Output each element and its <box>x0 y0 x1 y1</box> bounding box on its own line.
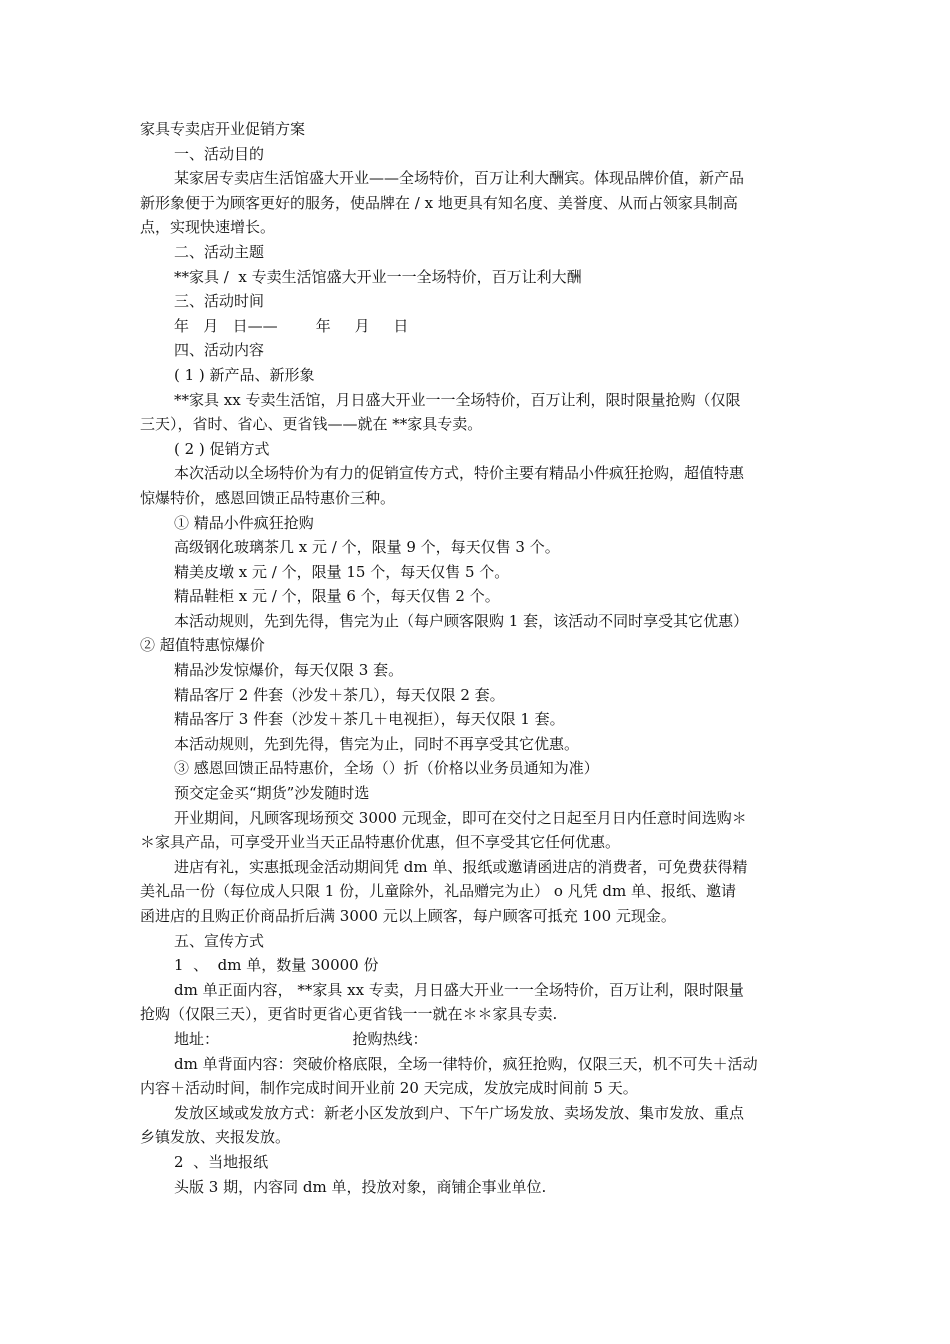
text-line: 地址： 抢购热线： <box>174 1029 428 1048</box>
text-line: 1 、 dm 单，数量 30000 份 <box>174 956 379 975</box>
text-line: 五、宣传方式 <box>174 931 265 950</box>
text-line: 内容＋活动时间，制作完成时间开业前 20 天完成，发放完成时间前 5 天。 <box>140 1079 638 1098</box>
text-line: 三天），省时、省心、更省钱——就在 **家具专卖。 <box>140 415 483 434</box>
text-line: 一、活动目的 <box>174 144 265 163</box>
text-line: 精品客厅 3 件套（沙发＋茶几＋电视拒），每天仅限 1 套。 <box>174 710 565 729</box>
text-line: **家具 xx 专卖生活馆，月日盛大开业一一全场特价，百万让利，限时限量抢购（仅限 <box>174 390 741 409</box>
text-line: 新形象便于为顾客更好的服务，使品牌在 / x 地更具有知名度、美誉度、从而占领家具制高 <box>140 193 738 212</box>
text-line: dm 单背面内容：突破价格底限，全场一律特价，疯狂抢购，仅限三天，机不可失＋活动 <box>174 1054 758 1073</box>
text-line: 发放区域或发放方式：新老小区发放到户、下午广场发放、卖场发放、集市发放、重点 <box>174 1103 745 1122</box>
text-line: 点，实现快速增长。 <box>140 218 276 237</box>
text-line: 精品沙发惊爆价，每天仅限 3 套。 <box>174 661 404 680</box>
text-line: 三、活动时间 <box>174 292 265 311</box>
text-line: ( 2 ) 促销方式 <box>174 439 270 458</box>
text-line: ( 1 ) 新产品、新形象 <box>174 365 315 384</box>
text-line: 头版 3 期，内容同 dm 单，投放对象，商铺企事业单位. <box>174 1177 547 1196</box>
text-line: 2 、当地报纸 <box>174 1152 269 1171</box>
text-line: 精品客厅 2 件套（沙发＋茶几），每天仅限 2 套。 <box>174 685 505 704</box>
text-line: 乡镇发放、夹报发放。 <box>140 1128 291 1147</box>
text-line: ② 超值特惠惊爆价 <box>140 636 265 655</box>
text-line: 本活动规则，先到先得，售完为止（每户顾客限购 1 套，该活动不同时享受其它优惠） <box>174 611 749 630</box>
text-line: ＊家具产品，可享受开业当天正品特惠价优惠，但不享受其它任何优惠。 <box>140 833 621 852</box>
text-line: dm 单正面内容， **家具 xx 专卖，月日盛大开业一一全场特价，百万让利，限时限量 <box>174 980 744 999</box>
text-line: 本次活动以全场特价为有力的促销宣传方式，特价主要有精品小件疯狂抢购，超值特惠 <box>174 464 745 483</box>
text-line: 二、活动主题 <box>174 242 265 261</box>
text-line: ① 精品小件疯狂抢购 <box>174 513 314 532</box>
text-line: 预交定金买“期货”沙发随时选 <box>174 784 370 803</box>
text-line: 惊爆特价，感恩回馈正品特惠价三种。 <box>140 488 396 507</box>
text-line: 精品鞋柜 x 元 / 个，限量 6 个，每天仅售 2 个。 <box>174 587 500 606</box>
text-line: 进店有礼，实惠抵现金活动期间凭 dm 单、报纸或邀请函进店的消费者，可免费获得精 <box>174 857 748 876</box>
text-line: 精美皮墩 x 元 / 个，限量 15 个，每天仅售 5 个。 <box>174 562 510 581</box>
text-line: 开业期间，凡顾客现场预交 3000 元现金，即可在交付之日起至月日内任意时间选购＊ <box>174 808 747 827</box>
text-line: 美礼品一份（每位成人只限 1 份，儿童除外，礼品赠完为止） o 凡凭 dm 单、报纸、邀请 <box>140 882 737 901</box>
text-line: 四、活动内容 <box>174 341 265 360</box>
text-line: 年 月 日—— 年 月 日 <box>174 316 409 335</box>
text-line: ③ 感恩回馈正品特惠价，全场（）折（价格以业务员通知为准） <box>174 759 599 778</box>
text-line: 高级钢化玻璃茶几 x 元 / 个，限量 9 个，每天仅售 3 个。 <box>174 538 560 557</box>
text-line: 抢购（仅限三天），更省时更省心更省钱一一就在＊＊家具专卖. <box>140 1005 558 1024</box>
document-body <box>140 117 815 1199</box>
text-line: 某家居专卖店生活馆盛大开业——全场特价，百万让利大酬宾。体现品牌价值，新产品 <box>174 169 745 188</box>
text-line: **家具 / x 专卖生活馆盛大开业一一全场特价，百万让利大酬 <box>174 267 582 286</box>
text-line: 函进店的且购正价商品折后满 3000 元以上顾客，每户顾客可抵充 100 元现金。 <box>140 907 676 925</box>
document-title: 家具专卖店开业促销方案 <box>140 120 306 138</box>
text-line: 本活动规则，先到先得，售完为止，同时不再享受其它优惠。 <box>174 734 580 753</box>
